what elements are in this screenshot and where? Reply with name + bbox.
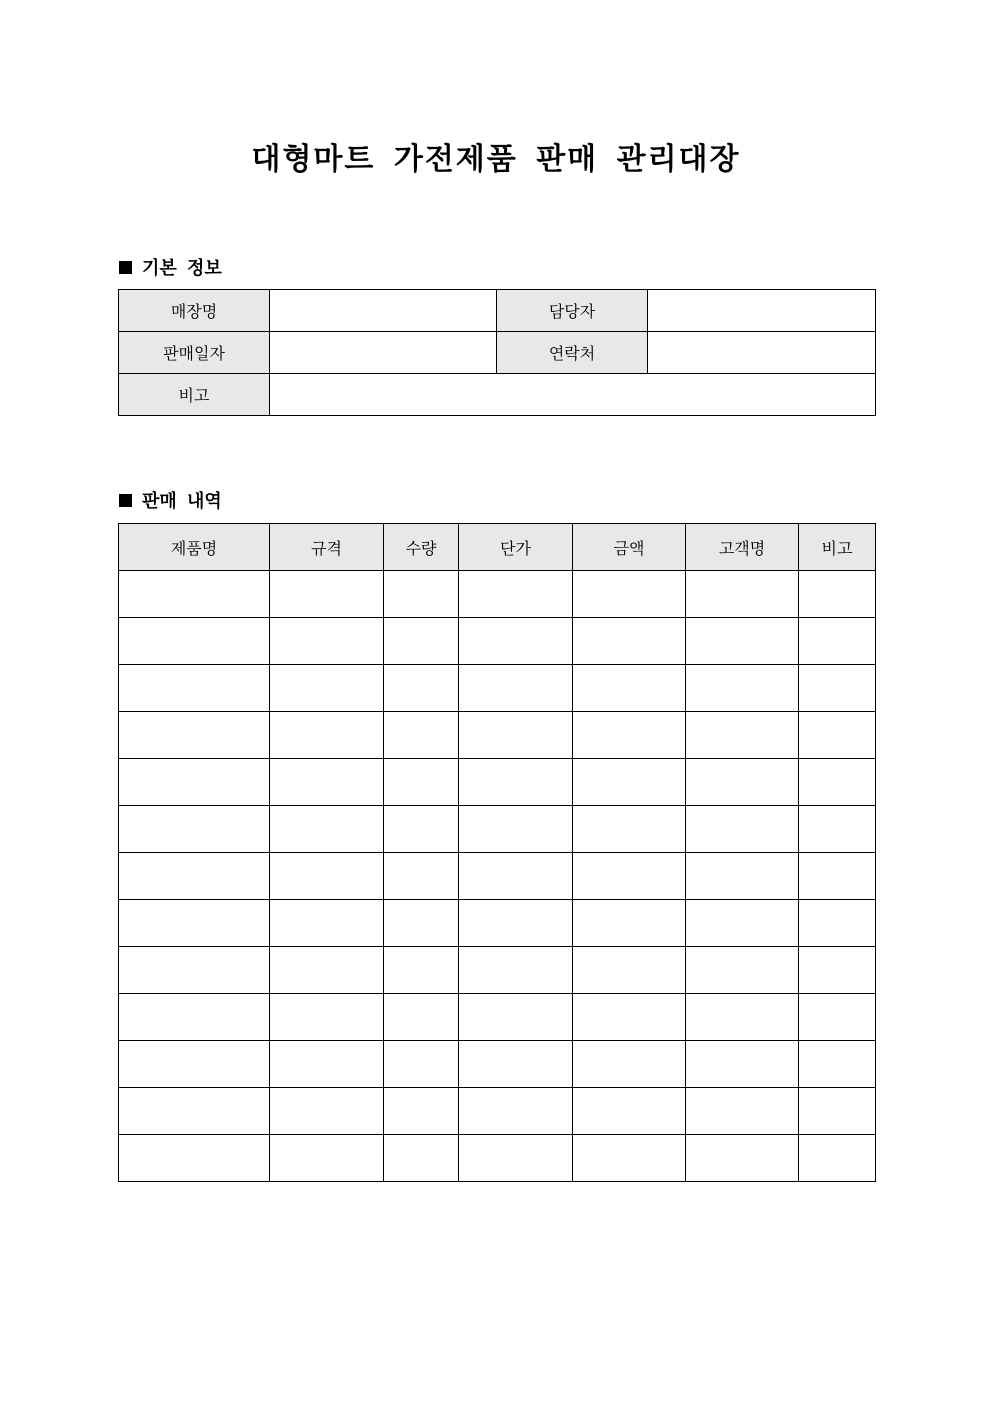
column-header-note: 비고	[799, 524, 876, 571]
unit-price-cell[interactable]	[459, 665, 573, 712]
table-row	[119, 665, 876, 712]
table-row	[119, 618, 876, 665]
product-cell[interactable]	[119, 853, 270, 900]
basic-info-heading-text: 기본 정보	[142, 258, 222, 279]
note-cell[interactable]	[799, 853, 876, 900]
basic-info-table	[118, 289, 876, 416]
product-cell[interactable]	[119, 571, 270, 618]
sales-header-row	[119, 524, 876, 571]
amount-cell[interactable]	[573, 1135, 686, 1182]
quantity-cell[interactable]	[384, 853, 459, 900]
amount-cell[interactable]	[573, 759, 686, 806]
unit-price-cell[interactable]	[459, 806, 573, 853]
unit-price-cell[interactable]	[459, 1135, 573, 1182]
table-row	[119, 571, 876, 618]
spec-cell[interactable]	[270, 571, 384, 618]
customer-cell[interactable]	[686, 665, 799, 712]
spec-cell[interactable]	[270, 1041, 384, 1088]
customer-cell[interactable]	[686, 1088, 799, 1135]
note-cell[interactable]	[799, 571, 876, 618]
product-cell[interactable]	[119, 712, 270, 759]
sales-heading-text: 판매 내역	[142, 491, 222, 512]
column-header-quantity: 수량	[384, 524, 459, 571]
product-cell[interactable]	[119, 994, 270, 1041]
spec-cell[interactable]	[270, 1088, 384, 1135]
customer-cell[interactable]	[686, 712, 799, 759]
info-row	[119, 332, 876, 374]
spec-cell[interactable]	[270, 806, 384, 853]
unit-price-cell[interactable]	[459, 994, 573, 1041]
spec-cell[interactable]	[270, 1135, 384, 1182]
amount-cell[interactable]	[573, 947, 686, 994]
quantity-cell[interactable]	[384, 994, 459, 1041]
column-header-unit-price: 단가	[459, 524, 573, 571]
customer-cell[interactable]	[686, 947, 799, 994]
sales-table	[118, 523, 876, 1182]
manager-field[interactable]	[648, 290, 876, 332]
product-cell[interactable]	[119, 618, 270, 665]
table-row	[119, 1041, 876, 1088]
spec-cell[interactable]	[270, 665, 384, 712]
amount-cell[interactable]	[573, 618, 686, 665]
quantity-cell[interactable]	[384, 665, 459, 712]
product-cell[interactable]	[119, 1135, 270, 1182]
bullet-square-icon	[119, 494, 132, 507]
product-cell[interactable]	[119, 759, 270, 806]
contact-field[interactable]	[648, 332, 876, 374]
unit-price-cell[interactable]	[459, 947, 573, 994]
customer-cell[interactable]	[686, 853, 799, 900]
quantity-cell[interactable]	[384, 900, 459, 947]
product-cell[interactable]	[119, 665, 270, 712]
customer-cell[interactable]	[686, 994, 799, 1041]
table-row	[119, 947, 876, 994]
column-header-amount: 금액	[573, 524, 686, 571]
customer-cell[interactable]	[686, 571, 799, 618]
table-row	[119, 759, 876, 806]
manager-label: 담당자	[497, 290, 648, 332]
info-row	[119, 290, 876, 332]
note-cell[interactable]	[799, 759, 876, 806]
spec-cell[interactable]	[270, 853, 384, 900]
quantity-cell[interactable]	[384, 947, 459, 994]
quantity-cell[interactable]	[384, 806, 459, 853]
store-name-label: 매장명	[119, 290, 270, 332]
column-header-product: 제품명	[119, 524, 270, 571]
amount-cell[interactable]	[573, 1041, 686, 1088]
product-cell[interactable]	[119, 900, 270, 947]
amount-cell[interactable]	[573, 806, 686, 853]
note-label: 비고	[119, 374, 270, 416]
note-cell[interactable]	[799, 1041, 876, 1088]
table-row	[119, 853, 876, 900]
sale-date-label: 판매일자	[119, 332, 270, 374]
quantity-cell[interactable]	[384, 618, 459, 665]
note-field[interactable]	[270, 374, 876, 416]
spec-cell[interactable]	[270, 618, 384, 665]
amount-cell[interactable]	[573, 853, 686, 900]
amount-cell[interactable]	[573, 900, 686, 947]
amount-cell[interactable]	[573, 1088, 686, 1135]
product-cell[interactable]	[119, 947, 270, 994]
table-row	[119, 806, 876, 853]
page-title: 대형마트 가전제품 판매 관리대장	[251, 142, 741, 177]
quantity-cell[interactable]	[384, 1135, 459, 1182]
note-cell[interactable]	[799, 712, 876, 759]
unit-price-cell[interactable]	[459, 571, 573, 618]
note-cell[interactable]	[799, 618, 876, 665]
unit-price-cell[interactable]	[459, 1041, 573, 1088]
table-row	[119, 1088, 876, 1135]
note-cell[interactable]	[799, 1135, 876, 1182]
spec-cell[interactable]	[270, 759, 384, 806]
contact-label: 연락처	[497, 332, 648, 374]
spec-cell[interactable]	[270, 994, 384, 1041]
quantity-cell[interactable]	[384, 1088, 459, 1135]
customer-cell[interactable]	[686, 1135, 799, 1182]
table-row	[119, 994, 876, 1041]
table-row	[119, 900, 876, 947]
info-row	[119, 374, 876, 416]
column-header-customer: 고객명	[686, 524, 799, 571]
table-row	[119, 712, 876, 759]
customer-cell[interactable]	[686, 618, 799, 665]
quantity-cell[interactable]	[384, 571, 459, 618]
quantity-cell[interactable]	[384, 759, 459, 806]
product-cell[interactable]	[119, 1041, 270, 1088]
amount-cell[interactable]	[573, 712, 686, 759]
store-name-field[interactable]	[270, 290, 497, 332]
sale-date-field[interactable]	[270, 332, 497, 374]
unit-price-cell[interactable]	[459, 618, 573, 665]
customer-cell[interactable]	[686, 806, 799, 853]
spec-cell[interactable]	[270, 900, 384, 947]
amount-cell[interactable]	[573, 994, 686, 1041]
note-cell[interactable]	[799, 900, 876, 947]
sales-heading	[119, 487, 222, 513]
amount-cell[interactable]	[573, 665, 686, 712]
bullet-square-icon	[119, 261, 132, 274]
amount-cell[interactable]	[573, 571, 686, 618]
unit-price-cell[interactable]	[459, 759, 573, 806]
quantity-cell[interactable]	[384, 712, 459, 759]
customer-cell[interactable]	[686, 1041, 799, 1088]
note-cell[interactable]	[799, 1088, 876, 1135]
unit-price-cell[interactable]	[459, 853, 573, 900]
unit-price-cell[interactable]	[459, 1088, 573, 1135]
customer-cell[interactable]	[686, 900, 799, 947]
quantity-cell[interactable]	[384, 1041, 459, 1088]
product-cell[interactable]	[119, 806, 270, 853]
note-cell[interactable]	[799, 994, 876, 1041]
table-row	[119, 1135, 876, 1182]
customer-cell[interactable]	[686, 759, 799, 806]
spec-cell[interactable]	[270, 712, 384, 759]
column-header-spec: 규격	[270, 524, 384, 571]
product-cell[interactable]	[119, 1088, 270, 1135]
basic-info-heading	[119, 254, 222, 280]
spec-cell[interactable]	[270, 947, 384, 994]
unit-price-cell[interactable]	[459, 900, 573, 947]
note-cell[interactable]	[799, 665, 876, 712]
note-cell[interactable]	[799, 947, 876, 994]
sales-table-body	[119, 571, 876, 1182]
unit-price-cell[interactable]	[459, 712, 573, 759]
note-cell[interactable]	[799, 806, 876, 853]
